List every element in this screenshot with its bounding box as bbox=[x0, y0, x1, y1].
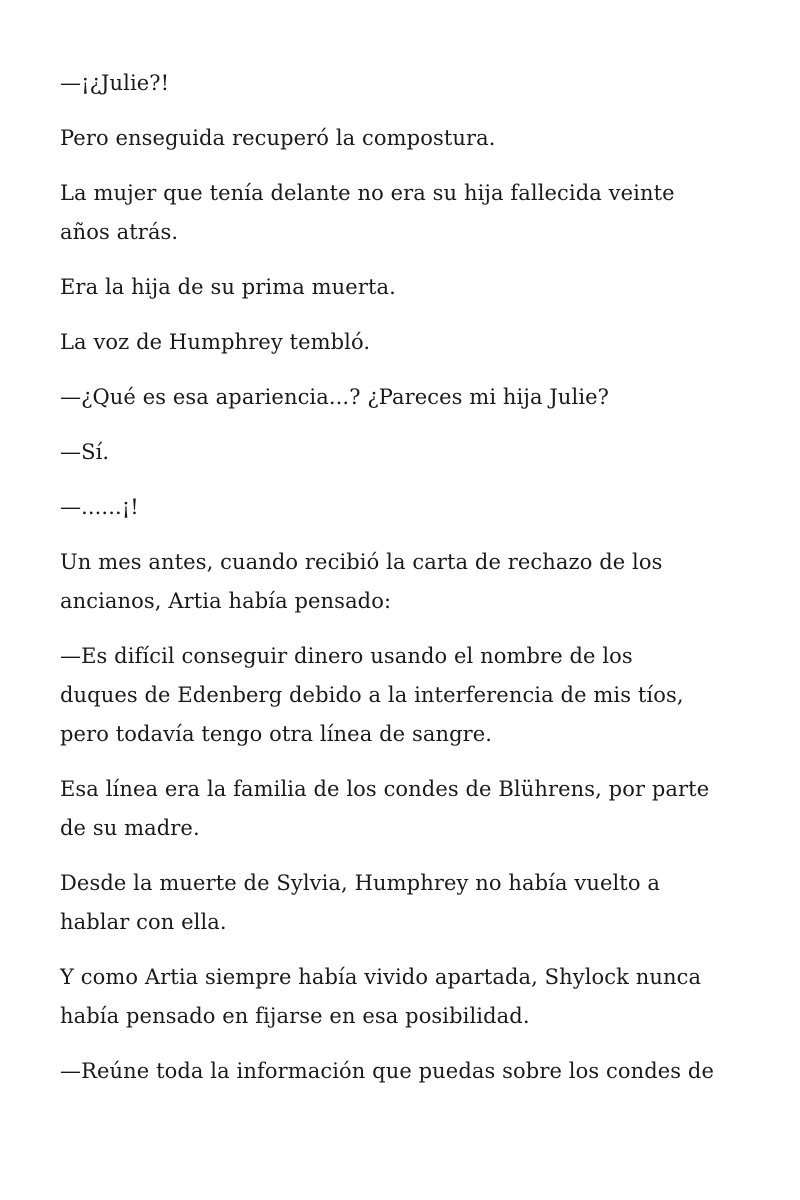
text-line: —¡¿Julie?! bbox=[60, 71, 170, 95]
text-line: La mujer que tenía delante no era su hija fallecida veinte bbox=[60, 181, 675, 205]
text-line: Pero enseguida recuperó la compostura. bbox=[60, 126, 496, 150]
text-line: ancianos, Artia había pensado: bbox=[60, 589, 392, 613]
text-line: había pensado en fijarse en esa posibilidad. bbox=[60, 1004, 530, 1028]
paragraph bbox=[60, 958, 750, 1036]
text-line: años atrás. bbox=[60, 220, 179, 244]
paragraph bbox=[60, 543, 750, 621]
paragraph bbox=[60, 119, 750, 158]
text-line: pero todavía tengo otra línea de sangre. bbox=[60, 722, 493, 746]
text-line: Un mes antes, cuando recibió la carta de rechazo de los bbox=[60, 550, 663, 574]
text-line: La voz de Humphrey tembló. bbox=[60, 330, 371, 354]
paragraph bbox=[60, 323, 750, 362]
paragraph bbox=[60, 433, 750, 472]
text-line: hablar con ella. bbox=[60, 910, 227, 934]
text-line: Desde la muerte de Sylvia, Humphrey no había vuelto a bbox=[60, 871, 660, 895]
paragraph bbox=[60, 174, 750, 252]
paragraph bbox=[60, 378, 750, 417]
text-line: Era la hija de su prima muerta. bbox=[60, 275, 396, 299]
text-line: —Reúne toda la información que puedas sobre los condes de bbox=[60, 1059, 714, 1083]
paragraph bbox=[60, 637, 750, 754]
paragraph bbox=[60, 864, 750, 942]
paragraph bbox=[60, 1052, 750, 1091]
text-line: —¿Qué es esa apariencia...? ¿Pareces mi hija Julie? bbox=[60, 385, 610, 409]
text-line: duques de Edenberg debido a la interferencia de mis tíos, bbox=[60, 683, 684, 707]
paragraph bbox=[60, 64, 750, 103]
paragraph bbox=[60, 268, 750, 307]
text-line: —Sí. bbox=[60, 440, 110, 464]
text-line: Esa línea era la familia de los condes de Blührens, por parte bbox=[60, 777, 710, 801]
paragraph bbox=[60, 770, 750, 848]
text-line: Y como Artia siempre había vivido apartada, Shylock nunca bbox=[60, 965, 702, 989]
text-line: de su madre. bbox=[60, 816, 200, 840]
paragraph bbox=[60, 488, 750, 527]
text-line: —......¡! bbox=[60, 495, 139, 519]
text-line: —Es difícil conseguir dinero usando el nombre de los bbox=[60, 644, 633, 668]
